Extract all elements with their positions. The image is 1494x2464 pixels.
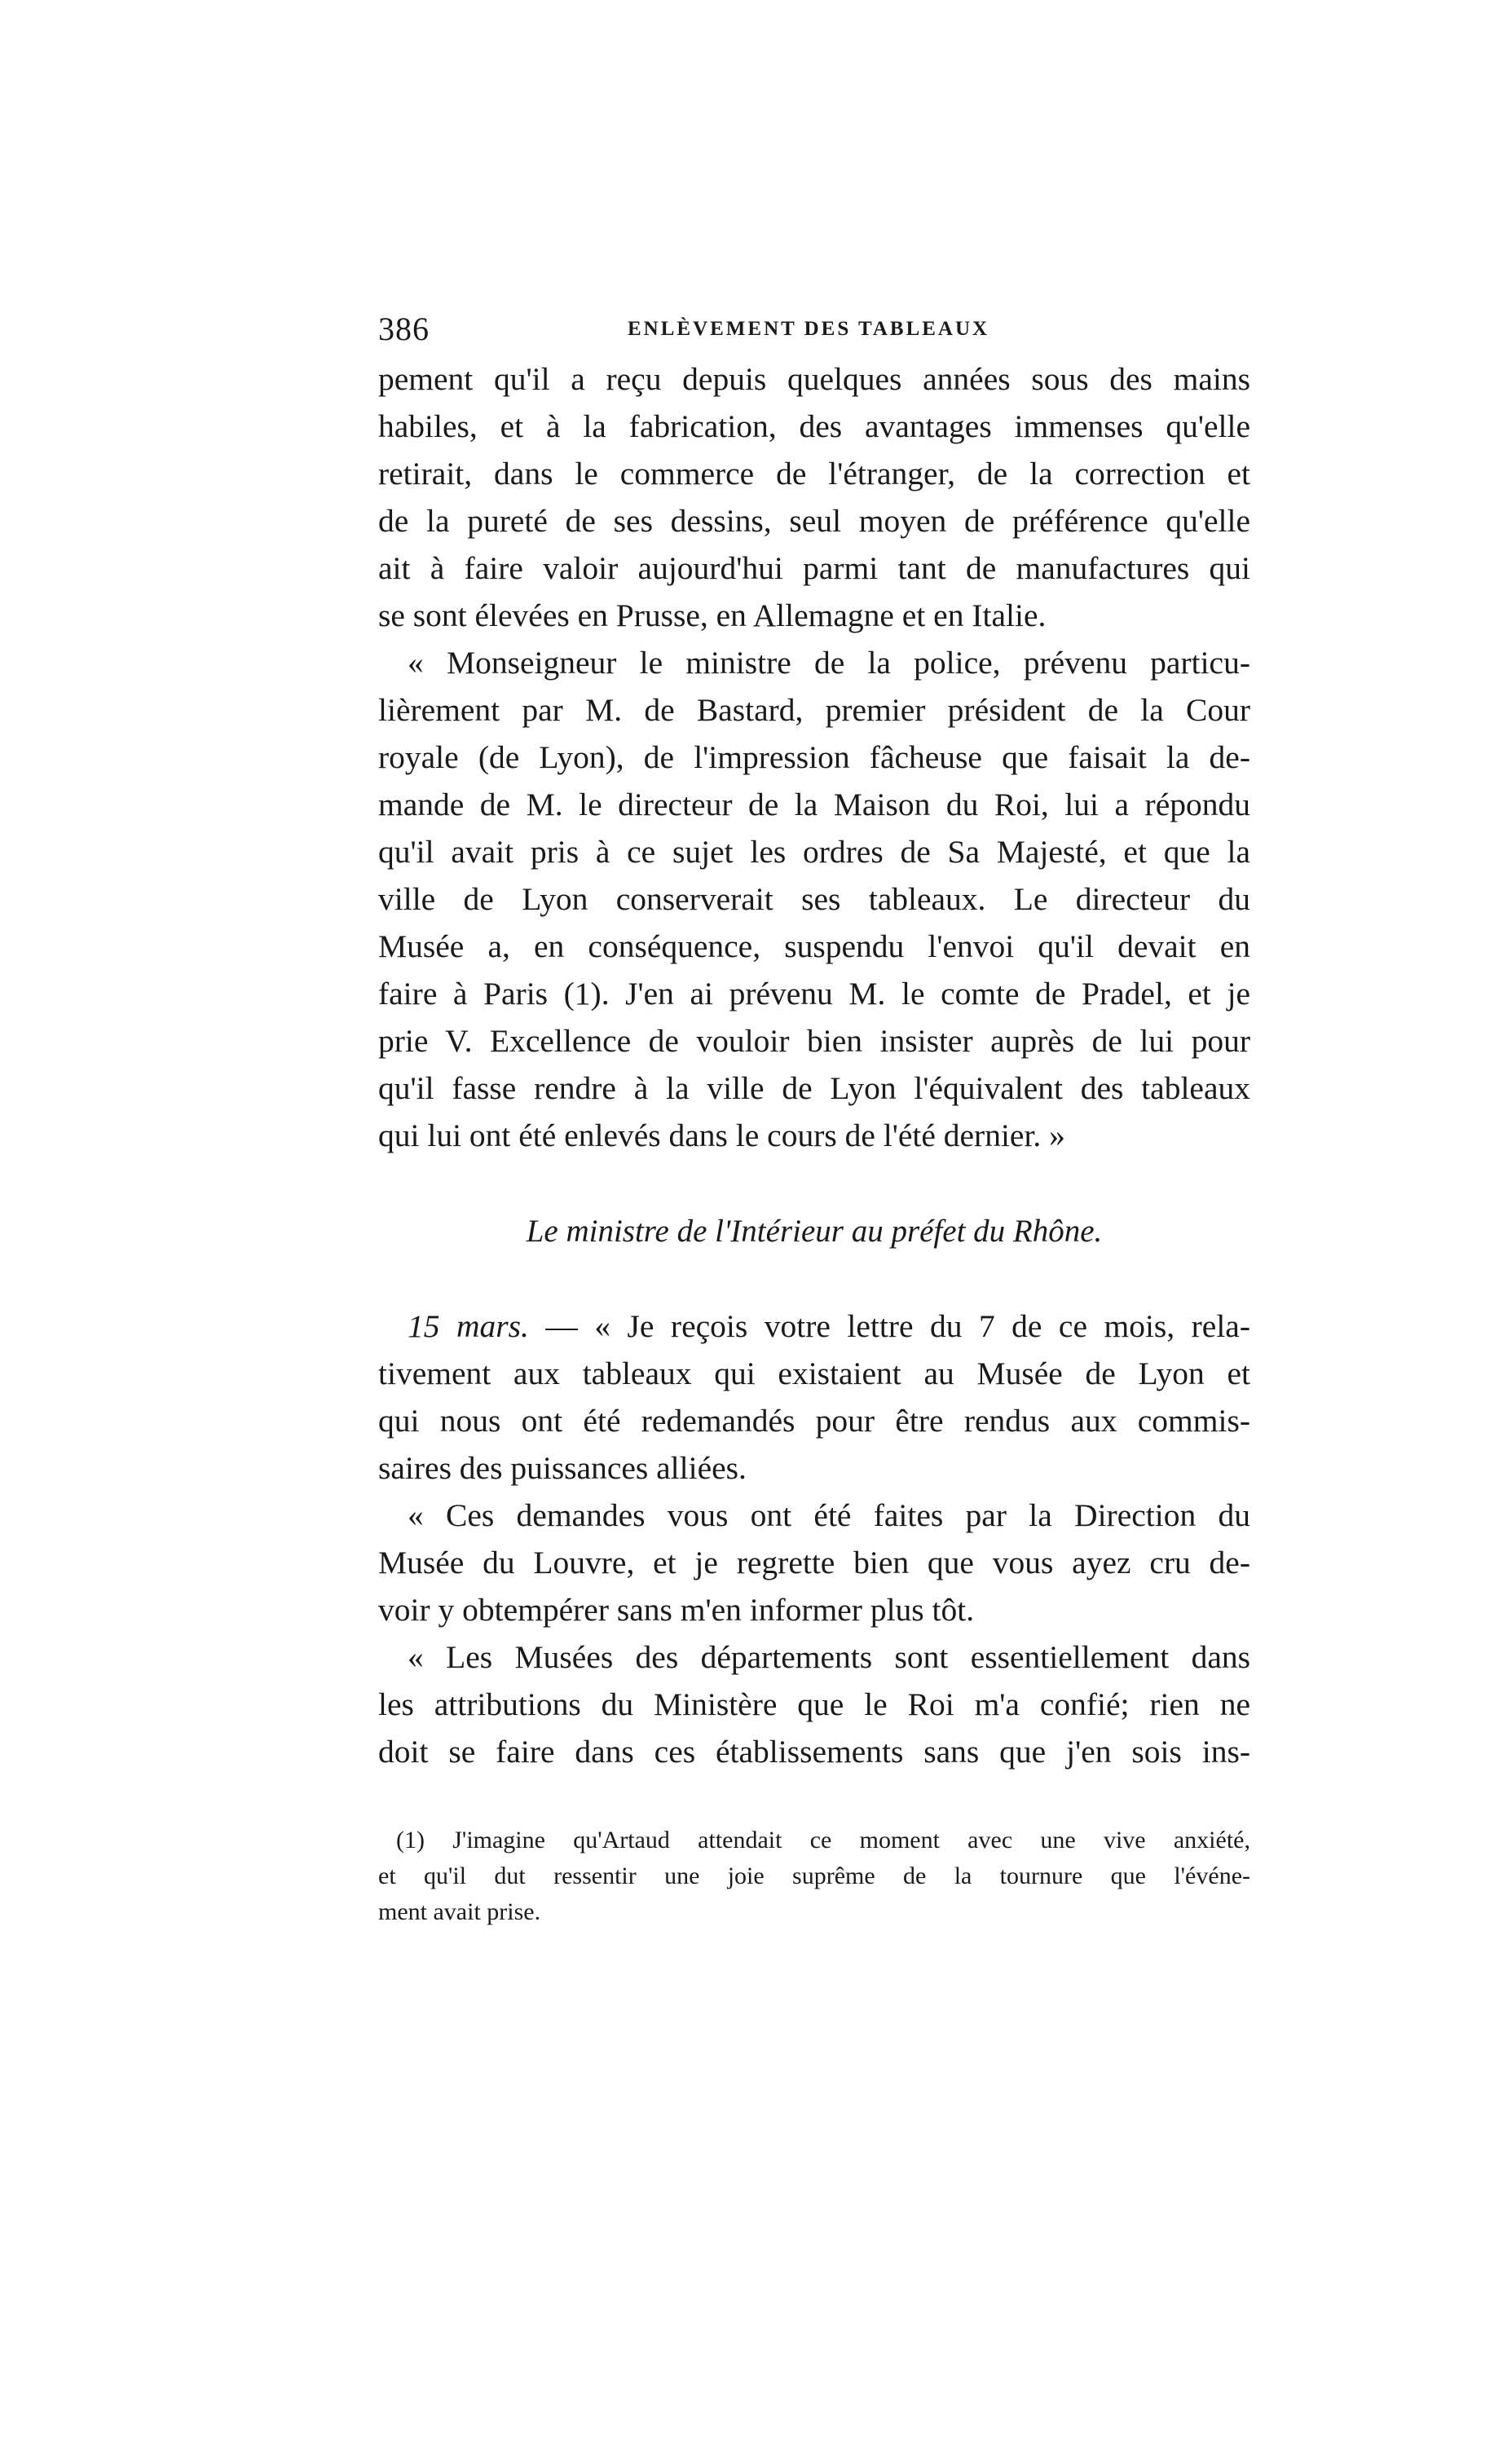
letter-heading: Le ministre de l'Intérieur au préfet du Rhône. [526, 1214, 1103, 1249]
text-line: qu'il avait pris à ce sujet les ordres de Sa Majesté, et que la [378, 834, 1250, 870]
text-line: lièrement par M. de Bastard, premier président de la Cour [378, 692, 1250, 728]
text-line: prie V. Excellence de vouloir bien insister auprès de lui pour [378, 1023, 1250, 1059]
text-line: royale (de Lyon), de l'impression fâcheuse que faisait la de- [378, 739, 1250, 775]
text-line: habiles, et à la fabrication, des avantages immenses qu'elle [378, 408, 1250, 444]
body-text [378, 355, 1250, 1775]
text-line: « Monseigneur le ministre de la police, prévenu particu- [408, 645, 1250, 681]
footnote-line: (1) J'imagine qu'Artaud attendait ce moment avec une vive anxiété, [396, 1827, 1250, 1854]
text-line: retirait, dans le commerce de l'étranger, de la correction et [378, 456, 1250, 491]
paragraph [378, 1633, 1250, 1775]
text-line: faire à Paris (1). J'en ai prévenu M. le comte de Pradel, et je [378, 976, 1250, 1012]
paragraph [378, 1303, 1250, 1492]
text-span: — « Je reçois votre lettre du 7 de ce mois, rela- [528, 1308, 1250, 1344]
paragraph [378, 639, 1250, 1159]
text-line: mande de M. le directeur de la Maison du Roi, lui a répondu [378, 787, 1250, 822]
text-line [378, 1303, 1250, 1350]
text-line: Musée a, en conséquence, suspendu l'envoi qu'il devait en [378, 928, 1250, 964]
text-line: qui lui ont été enlevés dans le cours de l'été dernier. » [378, 1117, 1065, 1153]
footnote-line: et qu'il dut ressentir une joie suprême de la tournure que l'événe- [378, 1862, 1250, 1889]
paragraph [378, 1492, 1250, 1633]
text-line: saires des puissances alliées. [378, 1450, 747, 1486]
text-line: Musée du Louvre, et je regrette bien que vous ayez cru de- [378, 1545, 1250, 1580]
text-line: de la pureté de ses dessins, seul moyen de préférence qu'elle [378, 503, 1250, 539]
text-line: doit se faire dans ces établissements sans que j'en sois ins- [378, 1734, 1250, 1770]
text-line: qu'il fasse rendre à la ville de Lyon l'équivalent des tableaux [378, 1070, 1250, 1106]
footnote [378, 1823, 1250, 1930]
text-line: tivement aux tableaux qui existaient au Musée de Lyon et [378, 1355, 1250, 1391]
text-line: « Ces demandes vous ont été faites par la Direction du [408, 1497, 1250, 1533]
book-page [378, 310, 1250, 1930]
running-title: ENLÈVEMENT DES TABLEAUX [628, 318, 990, 340]
text-line: ait à faire valoir aujourd'hui parmi tant de manufactures qui [378, 550, 1250, 586]
page-number: 386 [378, 311, 430, 347]
running-head [378, 310, 1250, 352]
text-line: ville de Lyon conserverait ses tableaux. Le directeur du [378, 881, 1250, 917]
text-line: voir y obtempérer sans m'en informer plus tôt. [378, 1592, 975, 1628]
text-line: qui nous ont été redemandés pour être rendus aux commis- [378, 1403, 1250, 1439]
letter-date: 15 mars. [408, 1308, 529, 1344]
text-line: se sont élevées en Prusse, en Allemagne et en Italie. [378, 597, 1047, 633]
paragraph [378, 355, 1250, 639]
text-line: « Les Musées des départements sont essentiellement dans [408, 1639, 1250, 1675]
text-line: pement qu'il a reçu depuis quelques années sous des mains [378, 361, 1250, 397]
text-line: les attributions du Ministère que le Roi m'a confié; rien ne [378, 1686, 1250, 1722]
footnote-line: ment avait prise. [378, 1898, 541, 1925]
